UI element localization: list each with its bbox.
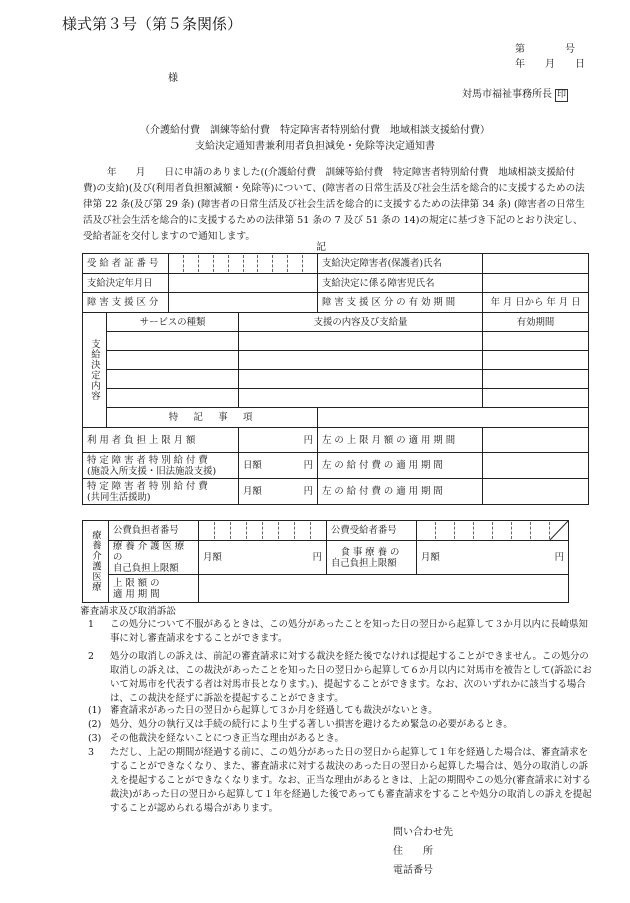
limit-period-label	[109, 575, 199, 603]
support-amount-cell[interactable]	[239, 389, 483, 408]
service-type-cell[interactable]	[107, 332, 239, 351]
note-text: 処分の取消しの訴えは、前記の審査請求に対する裁決を経た後でなければ提起することができません。この処分の取消しの訴えは、この裁決があったことを知った日の翌日から起算して６か月以内に対馬市を被告として(訴訟において対馬市を代表する者は対馬市長となります。)、提起することができます。なお、次のいずれかに該当する場合は、この裁決を経ずに訴訟を提起することができます。	[110, 651, 592, 704]
support-class-field[interactable]	[169, 293, 318, 313]
note-text: 処分、処分の執行又は手続の続行により生ずる著しい損害を避けるため緊急の必要があるとき。	[110, 719, 513, 730]
public-payer-no-label: 公費負担者番号	[109, 521, 199, 541]
valid-period-cell[interactable]	[483, 332, 589, 351]
col-valid-period: 有効期間	[483, 313, 589, 332]
note-item	[80, 650, 595, 706]
upper-limit-label: 利用者負担上限月額	[83, 428, 239, 453]
child-name-field[interactable]	[483, 274, 589, 293]
seal-mark: 印	[557, 90, 567, 100]
meal-yen: 円	[554, 552, 564, 563]
support-amount-cell[interactable]	[239, 351, 483, 370]
page-title: 支給決定通知書兼利用者負担減免・免除等決定通知書	[195, 141, 435, 152]
note-item	[80, 704, 595, 718]
daily-amount-yen: 円	[303, 460, 314, 471]
monthly-amount-label: 月額	[243, 486, 262, 497]
upper-limit-period-field[interactable]	[483, 428, 589, 453]
medical-limit-label	[109, 541, 199, 575]
service-row	[83, 332, 589, 351]
valid-period-cell[interactable]	[483, 389, 589, 408]
addressee-suffix: 様	[168, 73, 178, 84]
medical-limit-line1: 療養介護医療の	[113, 541, 188, 563]
meal-limit-line2: 自己負担上限額	[331, 557, 397, 569]
decision-date-field[interactable]	[169, 274, 318, 293]
limit-period-field[interactable]	[199, 575, 569, 603]
monthly-amount-yen: 円	[303, 486, 314, 497]
special-benefit-facility-line2: (施設入所支援・旧法施設支援)	[87, 465, 217, 477]
intro-paragraph: 年 月 日に申請のありました((介護給付費 訓練等給付費 特定障害者特別給付費 地域相談支援給付費)の支給)(及び(利用者負担額減額・免除等)について、(障害者の日常生活及び社会生活を総合的に支援するための法律第 22 条(及び第 29 条) (障害者の日常生活及び社会生活を総合的に支援するための法律第 34 条) (障害者の日常生活及び社会生活を総合的に支援するための法律第 51 条の 7 及び 51 条の 14)の規定に基づき下記のとおり決定し、受給者証を交付しますので通知します。	[83, 167, 585, 242]
medical-yen: 円	[312, 552, 322, 563]
medical-monthly-label: 月額	[203, 552, 222, 563]
medical-limit-line2: 自己負担上限額	[113, 563, 179, 574]
support-amount-cell[interactable]	[239, 332, 483, 351]
benefit-period-field-2[interactable]	[483, 479, 589, 505]
recipient-number-field[interactable]	[169, 254, 318, 274]
decision-holder-label: 支給決定障害者(保護者)氏名	[318, 254, 483, 274]
special-benefit-facility-label	[83, 453, 239, 479]
special-benefit-group-label	[83, 479, 239, 505]
note-item	[80, 618, 595, 646]
public-recipient-no-field[interactable]	[417, 521, 569, 541]
special-notes-field[interactable]	[318, 408, 589, 428]
contact-phone: 電話番号	[393, 865, 433, 876]
public-payer-no-field[interactable]	[199, 521, 327, 541]
medical-care-table	[82, 520, 569, 603]
service-type-cell[interactable]	[107, 370, 239, 389]
medical-limit-field[interactable]	[199, 541, 327, 575]
document-date: 年 月 日	[515, 59, 585, 70]
valid-period-cell[interactable]	[483, 370, 589, 389]
daily-amount-label: 日額	[243, 460, 262, 471]
note-text: その他裁決を経ないことにつき正当な理由があるとき。	[110, 733, 344, 744]
service-row	[83, 389, 589, 408]
issuer-name: 対馬市福祉事務所長	[462, 89, 552, 100]
meal-limit-line1: 食事療養の	[340, 546, 403, 558]
decision-table	[82, 253, 589, 505]
recipient-number-label: 受給者証番号	[83, 254, 169, 274]
meal-limit-label	[327, 541, 417, 575]
note-number: (1)	[88, 705, 102, 716]
benefit-period-field[interactable]	[483, 453, 589, 479]
support-amount-cell[interactable]	[239, 370, 483, 389]
upper-limit-yen: 円	[239, 428, 318, 453]
ki-heading: 記	[316, 242, 326, 253]
service-row	[83, 351, 589, 370]
child-name-label: 支給決定に係る障害児氏名	[318, 274, 483, 293]
service-type-cell[interactable]	[107, 351, 239, 370]
special-benefit-facility-line1: 特定障害者特別給付費	[87, 454, 211, 466]
title-benefit-types: （介護給付費 訓練等給付費 特定障害者特別給付費 地域相談支援給付費）	[140, 125, 490, 136]
valid-period-cell[interactable]	[483, 351, 589, 370]
issuer-line	[462, 88, 568, 102]
limit-period-line2: 適用期間	[113, 588, 163, 600]
note-number: (3)	[88, 733, 102, 744]
support-class-period-value: 年 月 日から 年 月 日	[483, 293, 589, 313]
service-row	[83, 370, 589, 389]
service-type-cell[interactable]	[107, 389, 239, 408]
note-number: 1	[88, 619, 94, 630]
appeal-heading: 審査請求及び取消訴訟	[80, 606, 176, 617]
note-number: (2)	[88, 719, 102, 730]
decision-holder-field[interactable]	[483, 254, 589, 274]
col-service-type: サービスの種類	[107, 313, 239, 332]
limit-period-line1: 上限額の	[113, 577, 163, 589]
note-number: 3	[88, 747, 94, 758]
daily-amount-cell[interactable]	[239, 453, 318, 479]
document-number: 第 号	[515, 44, 575, 55]
upper-limit-period-label: 左の上限月額の適用期間	[318, 428, 483, 453]
col-support-amount: 支援の内容及び支給量	[239, 313, 483, 332]
decision-content-label: 支給決定内容	[83, 313, 107, 428]
contact-block	[393, 823, 453, 880]
note-item	[80, 718, 595, 732]
contact-heading: 問い合わせ先	[393, 827, 453, 838]
special-notes-label: 特 記 事 項	[107, 408, 318, 428]
meal-limit-field[interactable]	[417, 541, 569, 575]
note-item	[80, 746, 595, 816]
medical-care-label: 療養介護医療	[83, 521, 109, 603]
form-code: 様式第３号（第５条関係）	[62, 15, 243, 33]
note-item	[80, 732, 595, 746]
note-text: この処分について不服があるときは、この処分があったことを知った日の翌日から起算して３か月以内に長崎県知事に対し審査請求をすることができます。	[110, 619, 588, 644]
public-recipient-no-label: 公費受給者番号	[327, 521, 417, 541]
monthly-amount-cell[interactable]	[239, 479, 318, 505]
special-benefit-group-line2: (共同生活援助)	[87, 491, 151, 503]
benefit-period-label: 左の給付費の適用期間	[318, 453, 483, 479]
note-number: 2	[88, 651, 94, 662]
special-benefit-group-line1: 特定障害者特別給付費	[87, 480, 211, 492]
decision-date-label: 支給決定年月日	[83, 274, 169, 293]
note-text: ただし、上記の期間が経過する前に、この処分があった日の翌日から起算して１年を経過した場合は、審査請求をすることができなくなり、また、審査請求に対する裁決のあった日の翌日から起算した場合は、処分の取消しの訴えを提起することができなくなります。なお、正当な理由があるときは、上記の期間やこの処分(審査請求に対する裁決)があった日の翌日から起算して１年を経過した後であっても審査請求をすることや処分の取消しの訴えを提起することが認められる場合があります。	[110, 747, 592, 814]
support-class-period-label: 障害支援区分の有効期間	[318, 293, 483, 313]
contact-address: 住 所	[393, 846, 433, 857]
meal-monthly-label: 月額	[421, 552, 440, 563]
benefit-period-label-2: 左の給付費の適用期間	[318, 479, 483, 505]
note-text: 審査請求があった日の翌日から起算して３か月を経過しても裁決がないとき。	[110, 705, 438, 716]
diagonal-slash-mark	[549, 521, 568, 541]
support-class-label: 障害支援区分	[83, 293, 169, 313]
